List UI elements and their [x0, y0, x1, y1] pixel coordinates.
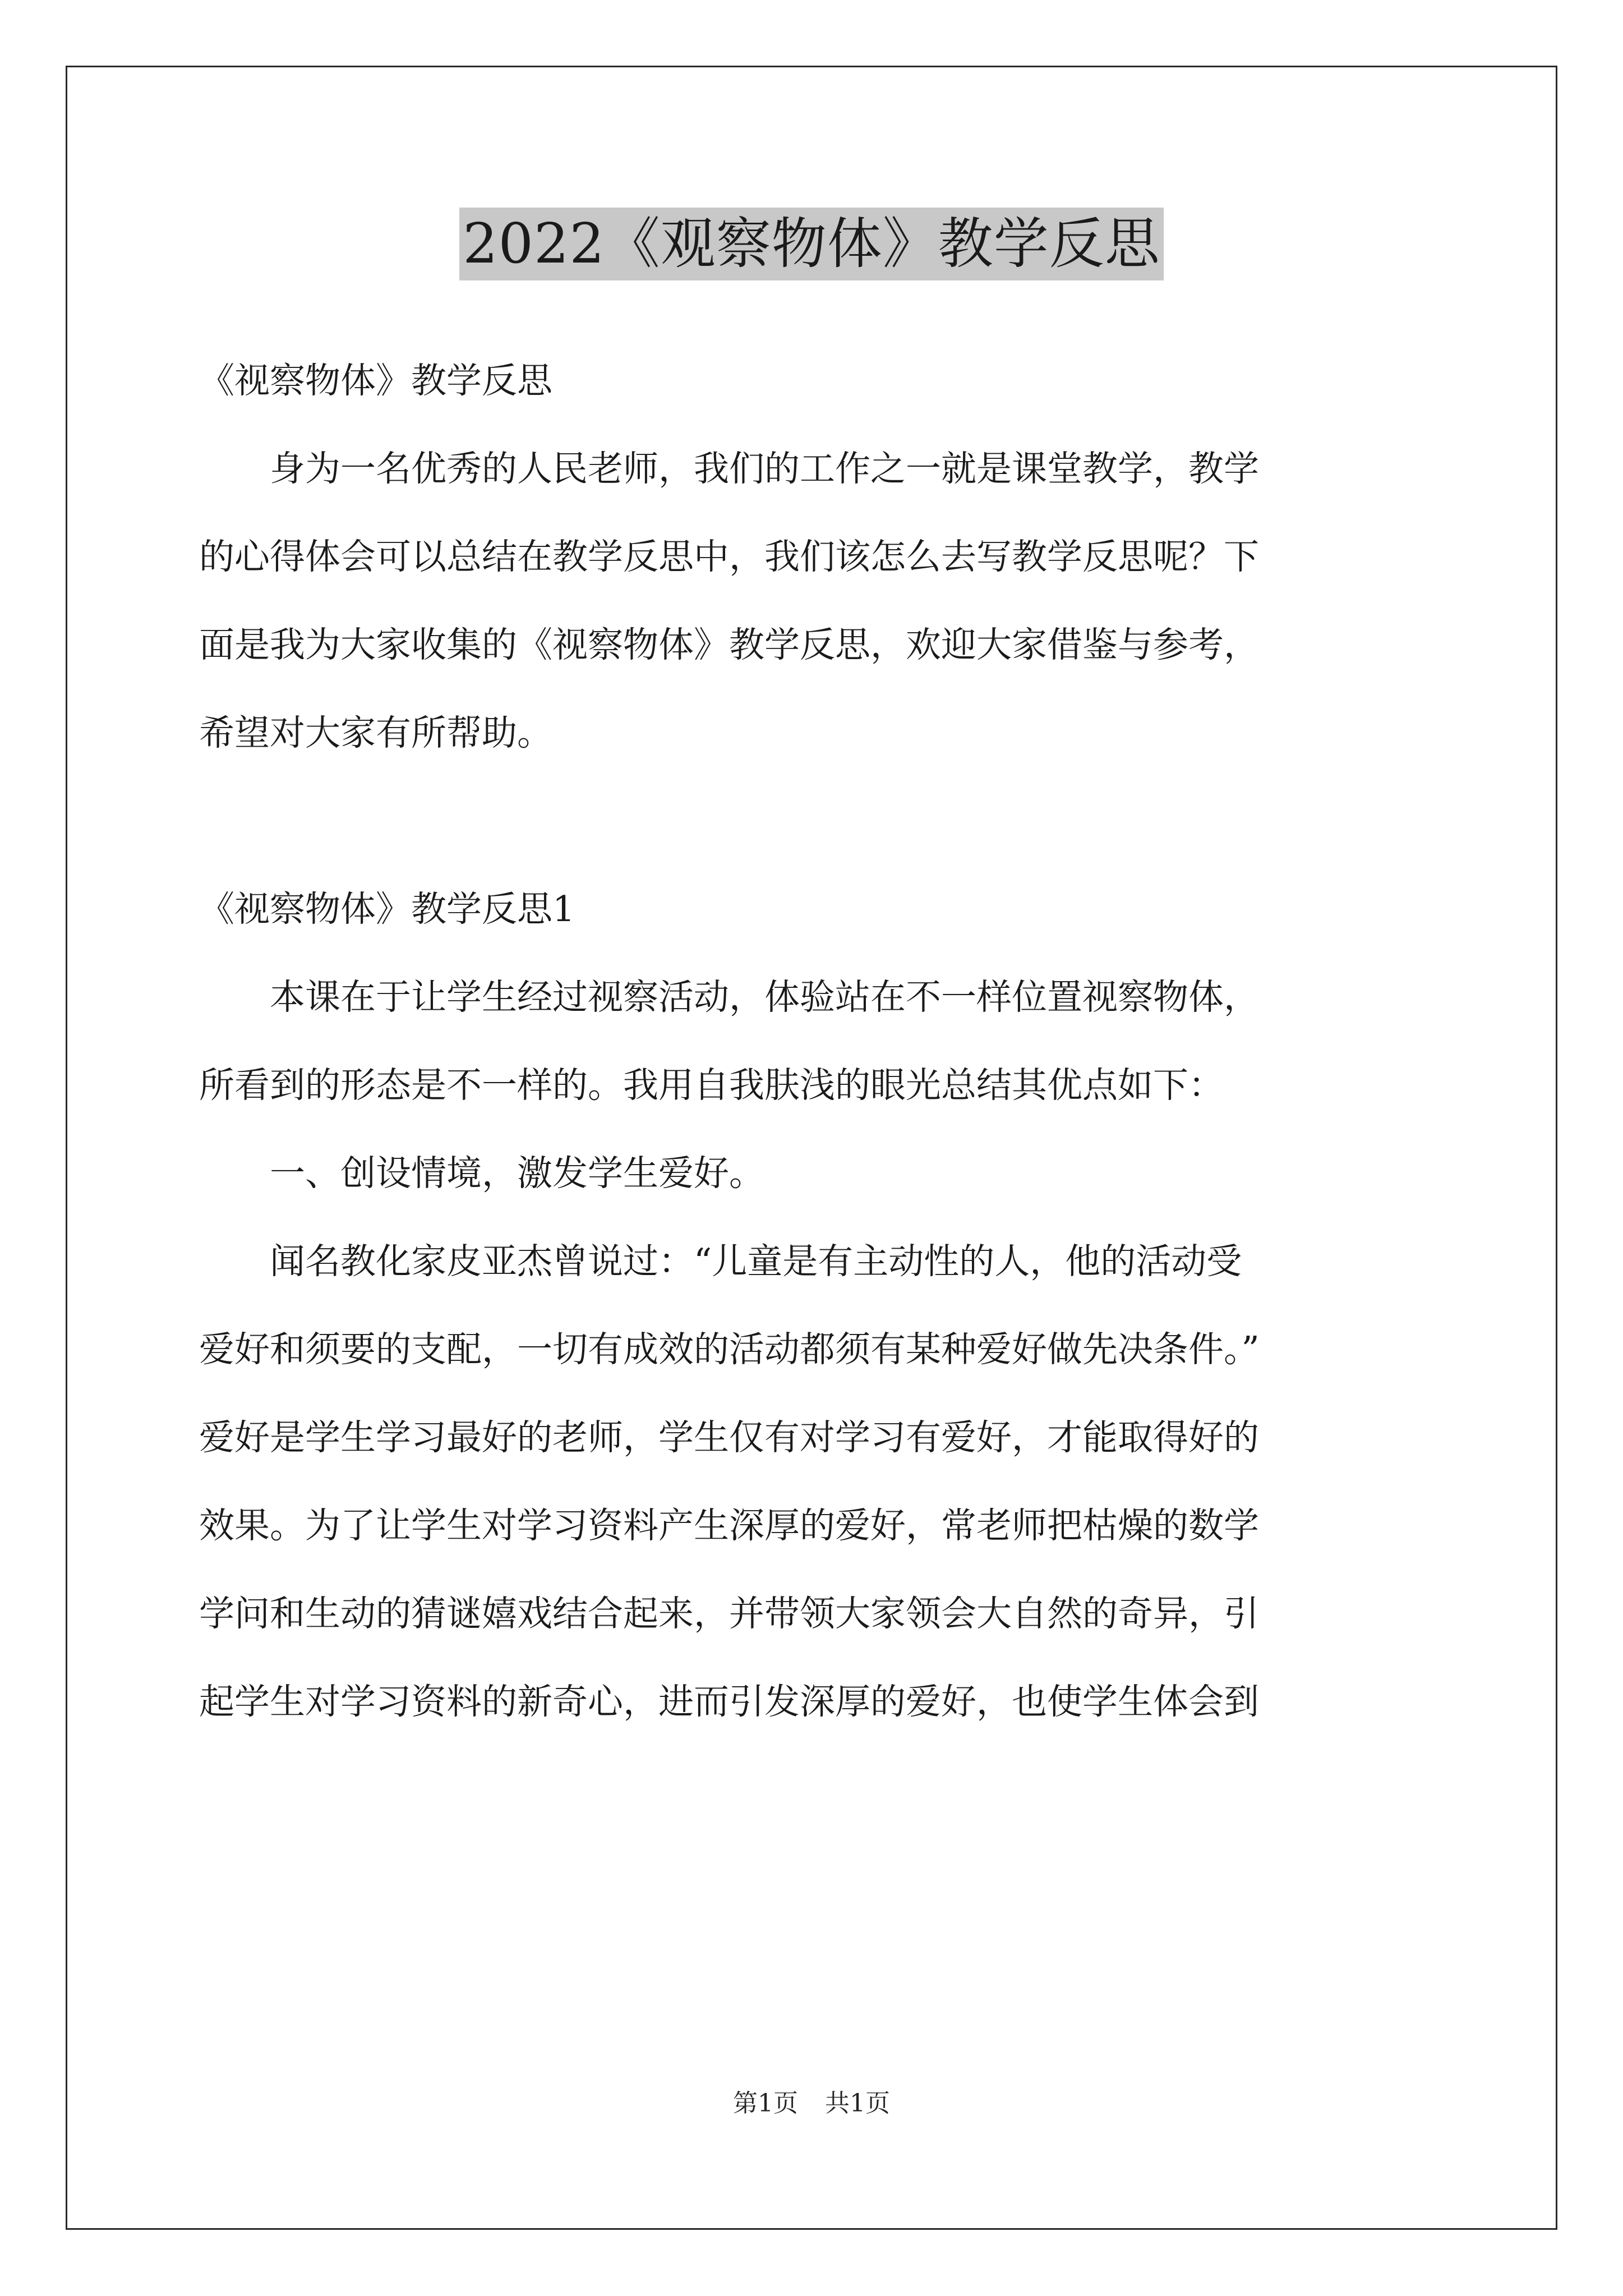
paragraph-line: 起学生对学习资料的新奇心，进而引发深厚的爱好，也使学生体会到	[199, 1681, 1259, 1722]
paragraph-line: 学问和生动的猜谜嬉戏结合起来，并带领大家领会大自然的奇异，引	[199, 1593, 1259, 1634]
paragraph-line: 效果。为了让学生对学习资料产生深厚的爱好，常老师把枯燥的数学	[199, 1505, 1259, 1546]
paragraph-line: 希望对大家有所帮助。	[199, 712, 552, 753]
title-container	[0, 208, 1623, 280]
paragraph-line: 闻名教化家皮亚杰曾说过：“儿童是有主动性的人，他的活动受	[199, 1241, 1242, 1282]
paragraph-line: 爱好是学生学习最好的老师，学生仅有对学习有爱好，才能取得好的	[199, 1417, 1259, 1458]
paragraph-line: 面是我为大家收集的《视察物体》教学反思，欢迎大家借鉴与参考，	[199, 624, 1259, 665]
document-body	[199, 337, 1427, 1746]
document-title: 2022《观察物体》教学反思	[459, 208, 1163, 280]
section-heading: 《视察物体》教学反思1	[199, 889, 575, 930]
paragraph-line: 本课在于让学生经过视察活动，体验站在不一样位置视察物体，	[199, 977, 1259, 1018]
page-number-current: 第1页	[733, 2089, 798, 2118]
page-footer	[0, 2087, 1623, 2120]
subheading-line: 一、创设情境，激发学生爱好。	[199, 1153, 764, 1194]
section-heading: 《视察物体》教学反思	[199, 360, 552, 401]
paragraph-line: 身为一名优秀的人民老师，我们的工作之一就是课堂教学，教学	[199, 448, 1259, 489]
blank-line	[199, 777, 1427, 865]
paragraph-line: 的心得体会可以总结在教学反思中，我们该怎么去写教学反思呢？下	[199, 536, 1259, 577]
paragraph-line: 所看到的形态是不一样的。我用自我肤浅的眼光总结其优点如下：	[199, 1065, 1224, 1106]
page-number-total: 共1页	[825, 2089, 890, 2118]
paragraph-line: 爱好和须要的支配，一切有成效的活动都须有某种爱好做先决条件。”	[199, 1329, 1260, 1370]
